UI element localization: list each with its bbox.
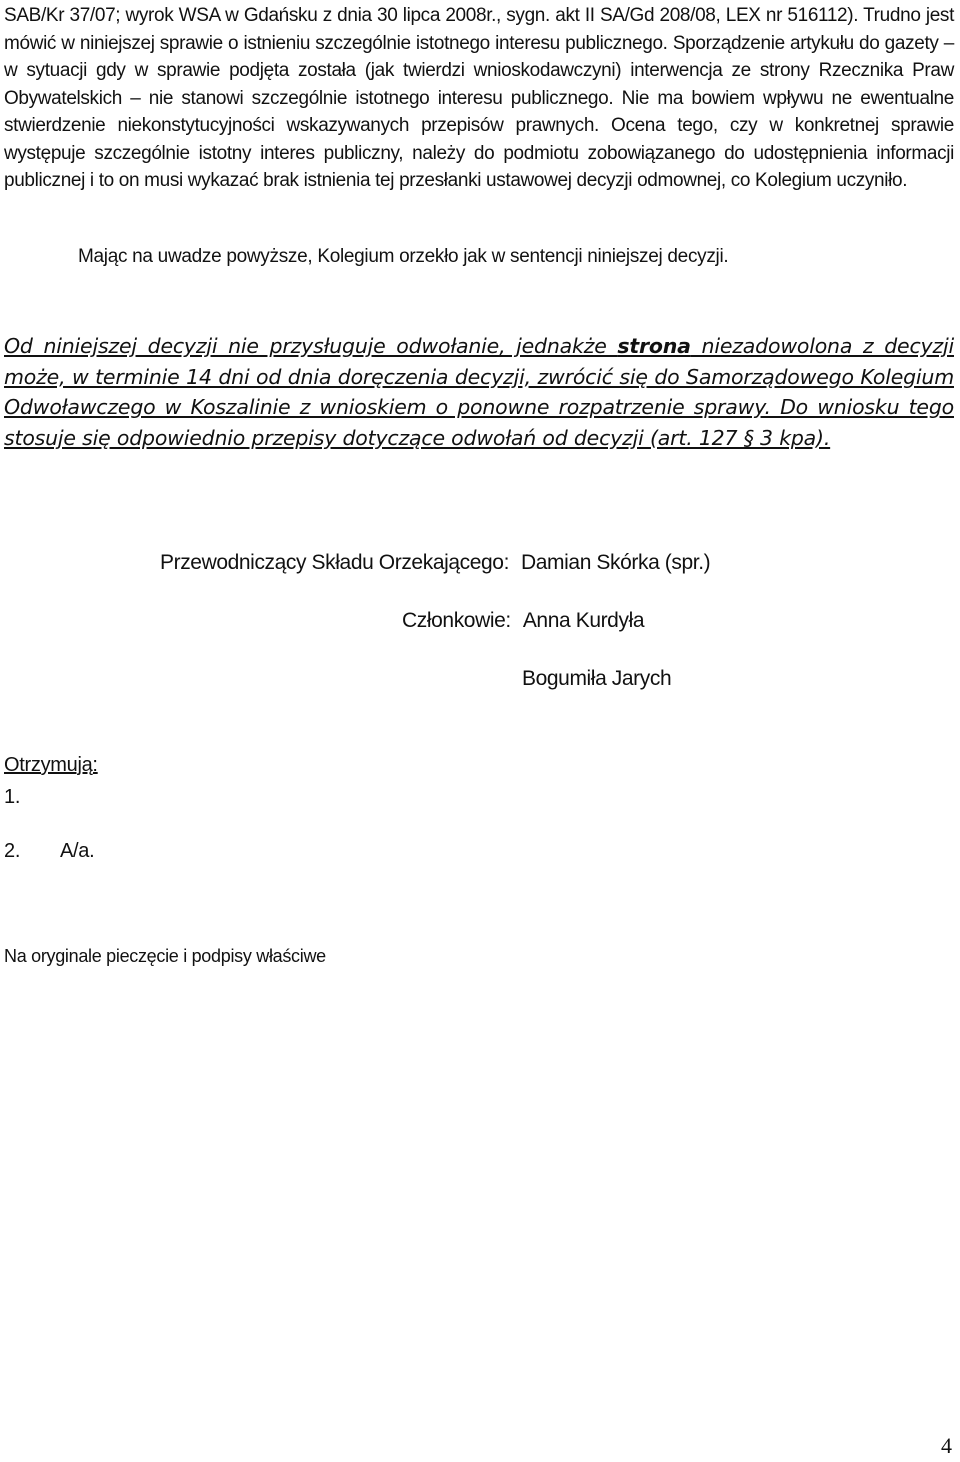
appeal-notice-text-end: niezadowolona z decyzji może, w terminie 14 dni od dnia doręczenia decyzji, zwrócić się do Samorządowego Kolegium Odwoławczego w Koszalinie z wnioskiem o ponowne rozpatrzenie sprawy. Do wniosku tego stosuje się odpowiednio przepisy dotyczące odwołań od decyzji (art. 127 § 3 kpa). (4, 334, 954, 450)
chair-signature (160, 551, 710, 575)
recipients-title: Otrzymują: (4, 754, 98, 776)
appeal-notice-bold-word: strona (617, 334, 691, 358)
conclusion-text: Mając na uwadze powyższe, Kolegium orzekło jak w sentencji niniejszej decyzji. (78, 246, 729, 267)
main-paragraph (4, 2, 954, 195)
recipient-item-2-text: A/a. (60, 840, 95, 862)
member-name-1: Anna Kurdyła (522, 609, 645, 632)
main-paragraph-text: SAB/Kr 37/07; wyrok WSA w Gdańsku z dnia 30 lipca 2008r., sygn. akt II SA/Gd 208/08, LEX nr 516112). Trudno jest mówić w niniejszej sprawie o istnieniu szczególnie istotnego interesu publicznego. Sporządzenie artykułu do gazety – w sytuacji gdy w sprawie podjęta została (jak twierdzi wnioskodawczyni) interwencja ze strony Rzecznika Praw Obywatelskich – nie stanowi szczególnie istotnego interesu publicznego. Nie ma bowiem wpływu ne ewentualne stwierdzenie niekonstytucyjności wskazywanych przepisów prawnych. Ocena tego, czy w konkretnej sprawie występuje szczególnie istotny interes publiczny, należy do podmiotu zobowiązanego do udostępnienia informacji publicznej i to on musi wykazać brak istnienia tej przesłanki ustawowej decyzji odmownej, co Kolegium uczyniło. (4, 5, 954, 191)
members-signature (402, 609, 644, 633)
members-label: Członkowie: (402, 609, 511, 632)
chair-name: Damian Skórka (spr.) (521, 551, 711, 574)
recipient-item-1: 1. (4, 786, 21, 808)
appeal-notice (4, 331, 954, 453)
recipient-item-2-number: 2. (4, 840, 21, 862)
recipient-item-2 (4, 840, 94, 863)
member-name-2: Bogumiła Jarych (522, 667, 672, 690)
appeal-notice-text-start: Od niniejszej decyzji nie przysługuje odwołanie, jednakże (4, 334, 618, 358)
footnote: Na oryginale pieczęcie i podpisy właściwe (4, 946, 326, 966)
page-number: 4 (941, 1433, 952, 1458)
chair-label: Przewodniczący Składu Orzekającego: (160, 551, 510, 574)
